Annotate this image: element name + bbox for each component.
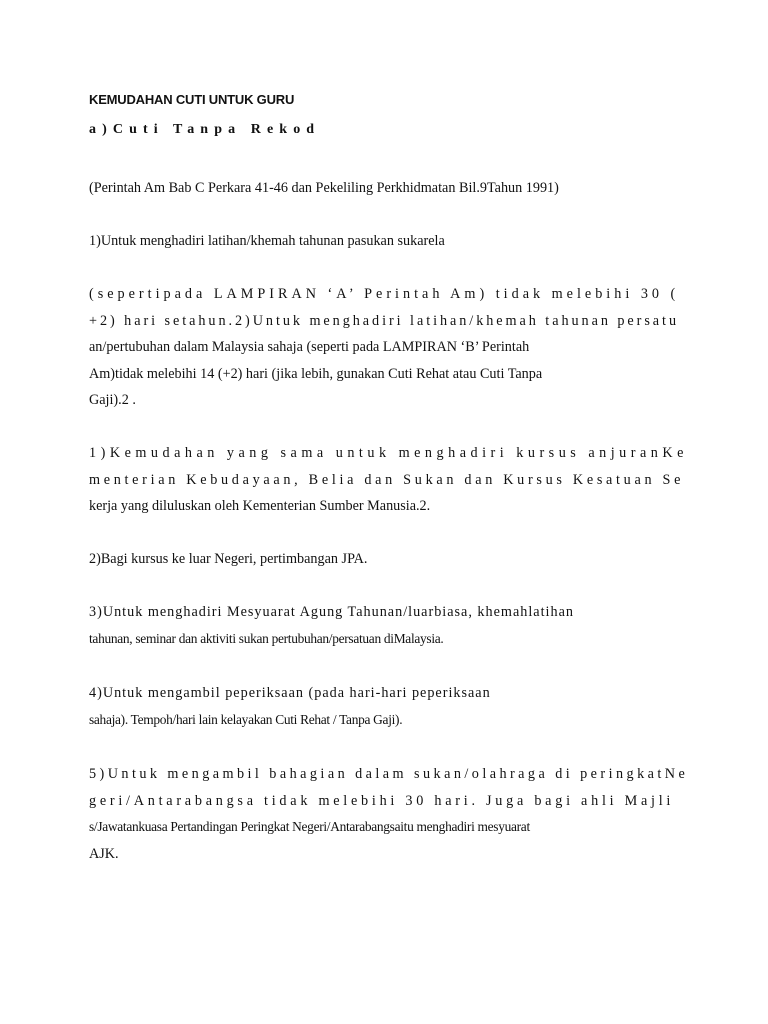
- document-title: KEMUDAHAN CUTI UNTUK GURU: [89, 92, 295, 107]
- text-line: (sepertipada LAMPIRAN ‘A’ Perintah Am) tidak melebihi 30 (: [89, 286, 680, 302]
- text-line: 3)Untuk menghadiri Mesyuarat Agung Tahunan/luarbiasa, khemahlatihan: [89, 604, 574, 620]
- text-line: (Perintah Am Bab C Perkara 41-46 dan Pekeliling Perkhidmatan Bil.9Tahun 1991): [89, 180, 559, 196]
- paragraph-lampiran: [89, 281, 689, 414]
- paragraph-reference: [89, 175, 689, 202]
- text-line: an/pertubuhan dalam Malaysia sahaja (seperti pada LAMPIRAN ‘B’ Perintah: [89, 339, 530, 355]
- paragraph-item-1: [89, 228, 689, 255]
- text-line: 2)Bagi kursus ke luar Negeri, pertimbangan JPA.: [89, 551, 368, 567]
- text-line: 4)Untuk mengambil peperiksaan (pada hari-hari peperiksaan: [89, 685, 491, 701]
- paragraph-item-5: [89, 761, 689, 867]
- paragraph-item-2: [89, 546, 689, 573]
- text-line: s/Jawatankuasa Pertandingan Peringkat Negeri/Antarabangsaitu menghadiri mesyuarat: [89, 819, 530, 834]
- text-line: menterian Kebudayaan, Belia dan Sukan dan Kursus Kesatuan Se: [89, 471, 685, 488]
- paragraph-item-4: [89, 680, 689, 733]
- text-line: kerja yang diluluskan oleh Kementerian Sumber Manusia.2.: [89, 498, 431, 514]
- paragraph-kemudahan: [89, 440, 689, 520]
- text-line: +2) hari setahun.2)Untuk menghadiri latihan/khemah tahunan persatu: [89, 312, 679, 329]
- text-line: Gaji).2 .: [89, 392, 136, 408]
- text-line: Am)tidak melebihi 14 (+2) hari (jika lebih, gunakan Cuti Rehat atau Cuti Tanpa: [89, 365, 543, 382]
- text-line: 1)Kemudahan yang sama untuk menghadiri kursus anjuranKe: [89, 445, 688, 461]
- text-line: 1)Untuk menghadiri latihan/khemah tahunan pasukan sukarela: [89, 233, 445, 249]
- text-line: tahunan, seminar dan aktiviti sukan pertubuhan/persatuan diMalaysia.: [89, 630, 444, 646]
- text-line: AJK.: [89, 845, 119, 862]
- section-heading: a)Cuti Tanpa Rekod: [89, 122, 321, 137]
- text-line: sahaja). Tempoh/hari lain kelayakan Cuti Rehat / Tanpa Gaji).: [89, 711, 403, 727]
- text-line: 5)Untuk mengambil bahagian dalam sukan/olahraga di peringkatNe: [89, 766, 689, 782]
- text-line: geri/Antarabangsa tidak melebihi 30 hari. Juga bagi ahli Majli: [89, 792, 675, 809]
- paragraph-item-3: [89, 599, 689, 652]
